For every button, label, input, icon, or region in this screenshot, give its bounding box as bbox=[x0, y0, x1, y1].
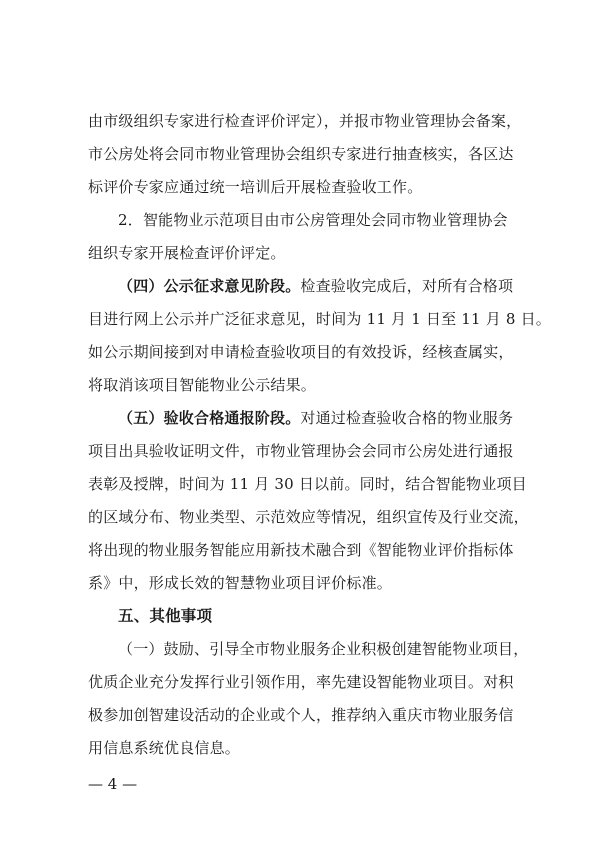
paragraph2-line1: 2．智能物业示范项目由市公房管理处会同市物业管理协会 bbox=[118, 211, 508, 229]
paragraph1-line1: 由市级组织专家进行检查评价评定），并报市物业管理协会备案， bbox=[88, 112, 522, 130]
page-number: — 4 — bbox=[88, 775, 138, 793]
paragraph3-line2: 目进行网上公示并广泛征求意见，时间为 11 月 1 日至 11 月 8 日。 bbox=[88, 310, 552, 328]
paragraph1-line3: 标评价专家应通过统一培训后开展检查验收工作。 bbox=[88, 178, 423, 196]
paragraph4-line3: 表彰及授牌，时间为 11 月 30 日以前。同时，结合智能物业项目 bbox=[88, 475, 527, 493]
stage5-heading: （五）验收合格通报阶段。 bbox=[118, 409, 301, 427]
paragraph3-line4: 将取消该项目智能物业公示结果。 bbox=[88, 376, 317, 394]
paragraph2-line2: 组织专家开展检查评价评定。 bbox=[88, 244, 286, 262]
paragraph3-line1-text: 检查验收完成后，对所有合格项 bbox=[300, 277, 514, 295]
paragraph4-line1-text: 对通过检查验收合格的物业服务 bbox=[300, 409, 514, 427]
paragraph5-line4: 用信息系统优良信息。 bbox=[88, 739, 241, 757]
paragraph5-line1: （一）鼓励、引导全市物业服务企业积极创建智能物业项目， bbox=[118, 640, 529, 658]
paragraph4-line1 bbox=[118, 408, 513, 428]
paragraph5-line3: 极参加创智建设活动的企业或个人，推荐纳入重庆市物业服务信 bbox=[88, 706, 514, 724]
paragraph4-line4: 的区域分布、物业类型、示范效应等情况，组织宣传及行业交流， bbox=[88, 508, 529, 526]
paragraph5-line2: 优质企业充分发挥行业引领作用，率先建设智能物业项目。对积 bbox=[88, 673, 514, 691]
paragraph4-line6: 系》中，形成长效的智慧物业项目评价标准。 bbox=[88, 574, 393, 592]
paragraph3-line1 bbox=[118, 276, 513, 296]
section5-title: 五、其他事项 bbox=[118, 607, 213, 625]
stage4-heading: （四）公示征求意见阶段。 bbox=[118, 277, 301, 295]
paragraph1-line2: 市公房处将会同市物业管理协会组织专家进行抽查核实，各区达 bbox=[88, 145, 514, 163]
paragraph3-line3: 如公示期间接到对申请检查验收项目的有效投诉，经核查属实， bbox=[88, 343, 514, 361]
paragraph4-line5: 将出现的物业服务智能应用新技术融合到《智能物业评价指标体 bbox=[88, 541, 514, 559]
paragraph4-line2: 项目出具验收证明文件，市物业管理协会会同市公房处进行通报 bbox=[88, 442, 514, 460]
